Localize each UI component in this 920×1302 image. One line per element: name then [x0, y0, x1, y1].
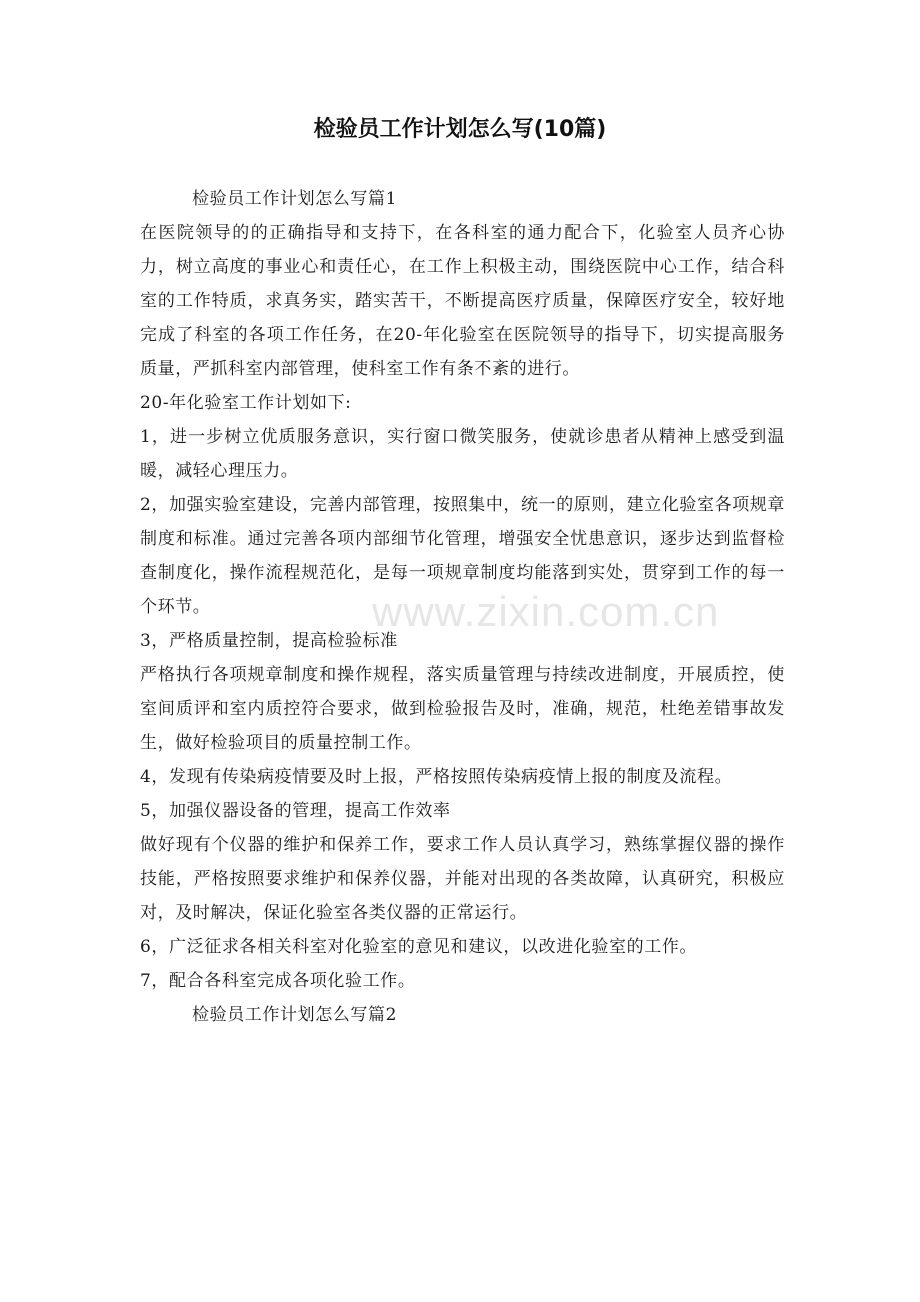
plan-item-3-body: 严格执行各项规章制度和操作规程，落实质量管理与持续改进制度，开展质控，使室间质评和室内质控符合要求，做到检验报告及时，准确，规范，杜绝差错事故发生，做好检验项目的质量控制工作。 [140, 665, 785, 753]
page-title: 检验员工作计划怎么写(10篇) [313, 117, 607, 142]
plan-item-5-heading: 5，加强仪器设备的管理，提高工作效率 [140, 801, 451, 821]
document-body [140, 182, 785, 1032]
plan-item-1: 1，进一步树立优质服务意识，实行窗口微笑服务，使就诊患者从精神上感受到温暖，减轻心理压力。 [140, 427, 785, 481]
plan-item-5-body: 做好现有个仪器的维护和保养工作，要求工作人员认真学习，熟练掌握仪器的操作技能，严格按照要求维护和保养仪器，并能对出现的各类故障，认真研究，积极应对，及时解决，保证化验室各类仪器的正常运行。 [140, 835, 785, 923]
section-heading-1: 检验员工作计划怎么写篇1 [192, 189, 398, 209]
paragraph-intro: 在医院领导的的正确指导和支持下，在各科室的通力配合下，化验室人员齐心协力，树立高度的事业心和责任心，在工作上积极主动，围绕医院中心工作，结合科室的工作特质，求真务实，踏实苦干，不断提高医疗质量，保障医疗安全，较好地完成了科室的各项工作任务，在20-年化验室在医院领导的指导下，切实提高服务质量，严抓科室内部管理，使科室工作有条不紊的进行。 [140, 223, 785, 379]
plan-item-4: 4，发现有传染病疫情要及时上报，严格按照传染病疫情上报的制度及流程。 [140, 767, 733, 787]
watermark-text: www.zixin.com.cn [372, 588, 720, 635]
section-heading-2: 检验员工作计划怎么写篇2 [192, 1005, 398, 1025]
paragraph-plan-lead: 20-年化验室工作计划如下: [140, 393, 352, 413]
plan-item-6: 6，广泛征求各相关科室对化验室的意见和建议，以改进化验室的工作。 [140, 937, 698, 957]
plan-item-3-heading: 3，严格质量控制，提高检验标准 [140, 631, 398, 651]
plan-item-2: 2，加强实验室建设，完善内部管理，按照集中，统一的原则，建立化验室各项规章制度和标准。通过完善各项内部细节化管理，增强安全忧患意识，逐步达到监督检查制度化，操作流程规范化，是每一项规章制度均能落到实处，贯穿到工作的每一个环节。 [140, 495, 786, 617]
plan-item-7: 7，配合各科室完成各项化验工作。 [140, 971, 416, 991]
